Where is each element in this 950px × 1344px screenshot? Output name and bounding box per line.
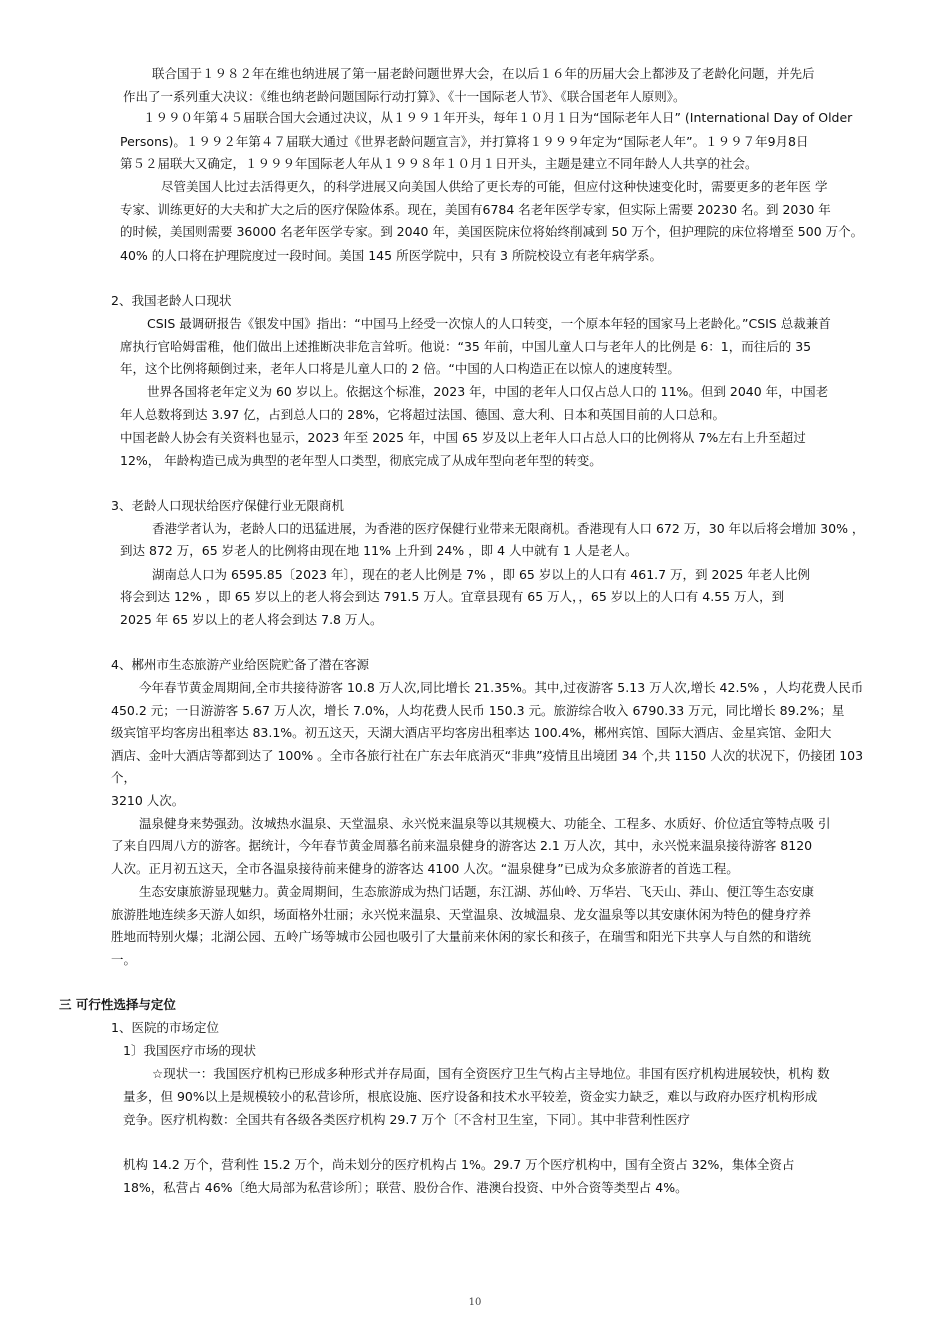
para10-line1: 生态安康旅游显现魅力。黄金周期间，生态旅游成为热门话题，东江湖、苏仙岭、万华岩、飞天山、莽山、便江等生态安康 [139, 884, 815, 899]
para7-line1: 湖南总人口为 6595.85〔2023 年〕，现在的老人比例是 7% ，即 65 岁以上的人口有 461.7 万，到 2025 年老人比例 [152, 567, 810, 582]
para4-line1: CSIS 最调研报告《银发中国》指出：“中国马上经受一次惊人的人口转变，一个原本年轻的国家马上老龄化。”CSIS 总裁兼首 [147, 316, 831, 331]
para11-line3: 竞争。医疗机构数：全国共有各级各类医疗机构 29.7 万个〔不含村卫生室，下同〕。其中非营利性医疗 [123, 1112, 691, 1127]
section3-title: 3、老龄人口现状给医疗保健行业无限商机 [111, 498, 344, 513]
para1-line1: 联合国于１９８２年在维也纳进展了第一届老龄问题世界大会，在以后１６年的历届大会上都涉及了老龄化问题，并先后 [152, 66, 815, 81]
para12-line1: 机构 14.2 万个，营利性 15.2 万个，尚未划分的医疗机构占 1%。29.7 万个医疗机构中，国有全资占 32%，集体全资占 [123, 1157, 795, 1172]
para4-line3: 年，这个比例将颠倒过来，老年人口将是儿童人口的 2 倍。“中国的人口构造正在以惊人的速度转型。 [120, 361, 680, 376]
para7-line2: 将会到达 12% ，即 65 岁以上的老人将会到达 791.5 万人。宜章县现有 65 万人，，65 岁以上的人口有 4.55 万人，到 [120, 589, 785, 604]
section2-title: 2、我国老龄人口现状 [111, 293, 232, 308]
para8-line4: 酒店、金叶大酒店等都到达了 100% 。全市各旅行社在广东去年底消灭“非典”疫情且出境团 34 个,共 1150 人次的状况下，仍接团 103 [111, 748, 864, 763]
para5-line2: 年人总数将到达 3.97 亿，占到总人口的 28%，它将超过法国、德国、意大利、日本和英国目前的人口总和。 [120, 407, 726, 422]
para2-line3: 第５２届联大又确定，１９９９年国际老人年从１９９８年１０月１日开头，主题是建立不同年龄人人共享的社会。 [120, 156, 758, 171]
para10-line2: 旅游胜地连续多天游人如织，场面格外壮丽；永兴悦来温泉、天堂温泉、汝城温泉、龙女温泉等以其安康休闲为特色的健身疗养 [111, 907, 812, 922]
para8-line2: 450.2 元；一日游游客 5.67 万人次，增长 7.0%，人均花费人民币 150.3 元。旅游综合收入 6790.33 万元，同比增长 89.2%；星 [111, 703, 845, 718]
section4-title: 4、郴州市生态旅游产业给医院贮备了潜在客源 [111, 657, 369, 672]
para8-line5: 个， [111, 770, 137, 785]
para5-line3: 中国老龄人协会有关资料也显示，2023 年至 2025 年，中国 65 岁及以上老年人口占总人口的比例将从 7%左右上升至超过 [120, 430, 806, 445]
subsection1a-title: 1〕我国医疗市场的现状 [123, 1043, 256, 1058]
para9-line1: 温泉健身来势强劲。汝城热水温泉、天堂温泉、永兴悦来温泉等以其规模大、功能全、工程多、水质好、价位适宜等特点吸 引 [139, 816, 831, 831]
para5-line4: 12%， 年龄构造已成为典型的老年型人口类型，彻底完成了从成年型向老年型的转变。 [120, 453, 602, 468]
para5-line1: 世界各国将老年定义为 60 岁以上。依据这个标准，2023 年，中国的老年人口仅占总人口的 11%。但到 2040 年，中国老 [147, 384, 829, 399]
para6-line2: 到达 872 万，65 岁老人的比例将由现在地 11% 上升到 24% ，即 4 人中就有 1 人是老人。 [120, 543, 638, 558]
para10-line4: 一。 [111, 952, 137, 967]
para11-line2: 量多，但 90%以上是规模较小的私营诊所，根底设施、医疗设备和技术水平较差，资金实力缺乏，难以与政府办医疗机构形成 [123, 1089, 818, 1104]
para6-line1: 香港学者认为，老龄人口的迅猛进展，为香港的医疗保健行业带来无限商机。香港现有人口 672 万，30 年以后将会增加 30% ， [152, 521, 865, 536]
para12-line2: 18%，私营占 46%〔绝大局部为私营诊所〕；联营、股份合作、港澳台投资、中外合资等类型占 4%。 [123, 1180, 688, 1195]
para10-line3: 胜地而特别火爆；北湖公园、五岭广场等城市公园也吸引了大量前来休闲的家长和孩子，在瑞雪和阳光下共享人与自然的和谐统 [111, 929, 812, 944]
para4-line2: 席执行官哈姆雷稚，他们做出上述推断决非危言耸听。他说：“35 年前，中国儿童人口与老年人的比例是 6：1，而往后的 35 [120, 339, 812, 354]
para9-line3: 人次。正月初五这天，全市各温泉接待前来健身的游客达 4100 人次。“温泉健身”已成为众多旅游者的首选工程。 [111, 861, 739, 876]
para8-line1: 今年春节黄金周期间,全市共接待游客 10.8 万人次,同比增长 21.35%。其中,过夜游客 5.13 万人次,增长 42.5% ，人均花费人民币 [139, 680, 864, 695]
para11-line1: ☆现状一：我国医疗机构已形成多种形式并存局面，国有全资医疗卫生气构占主导地位。非国有医疗机构进展较快，机构 数 [152, 1066, 830, 1081]
para2-line1: １９９０年第４５届联合国大会通过决议，从１９９１年开头，每年１０月１日为“国际老年人日” (International Day of Older [143, 110, 853, 125]
para3-line4: 40% 的人口将在护理院度过一段时间。美国 145 所医学院中，只有 3 所院校设立有老年病学系。 [120, 248, 662, 263]
chapter3-title: 三 可行性选择与定位 [59, 997, 176, 1012]
para9-line2: 了来自四周八方的游客。据统计，今年春节黄金周慕名前来温泉健身的游客达 2.1 万人次，其中，永兴悦来温泉接待游客 8120 [111, 838, 813, 853]
para3-line1: 尽管美国人比过去活得更久，的科学进展又向美国人供给了更长寿的可能，但应付这种快速变化时，需要更多的老年医 学 [161, 179, 828, 194]
para1-line2: 作出了一系列重大决议：《维也纳老龄问题国际行动打算》、《十一国际老人节》、《联合国老年人原则》。 [123, 89, 686, 104]
para8-line3: 级宾馆平均客房出租率达 83.1%。初五这天，天湖大酒店平均客房出租率达 100.4%，郴州宾馆、国际大酒店、金星宾馆、金阳大 [111, 725, 832, 740]
para7-line3: 2025 年 65 岁以上的老人将会到达 7.8 万人。 [120, 612, 383, 627]
para3-line3: 的时候，美国则需要 36000 名老年医学专家。到 2040 年，美国医院床位将始终削减到 50 万个，但护理院的床位将增至 500 万个。 [120, 224, 864, 239]
para2-line2: Persons)。１９９２年第４７届联大通过《世界老龄问题宣言》，并打算将１９９９年定为“国际老人年”。１９９７年9月8日 [120, 134, 809, 149]
para3-line2: 专家、训练更好的大夫和扩大之后的医疗保险体系。现在，美国有6784 名老年医学专家，但实际上需要 20230 名。到 2030 年 [120, 202, 831, 217]
subsection1-title: 1、医院的市场定位 [111, 1020, 219, 1035]
page-number: 10 [468, 1297, 482, 1308]
para8-line6: 3210 人次。 [111, 793, 185, 808]
